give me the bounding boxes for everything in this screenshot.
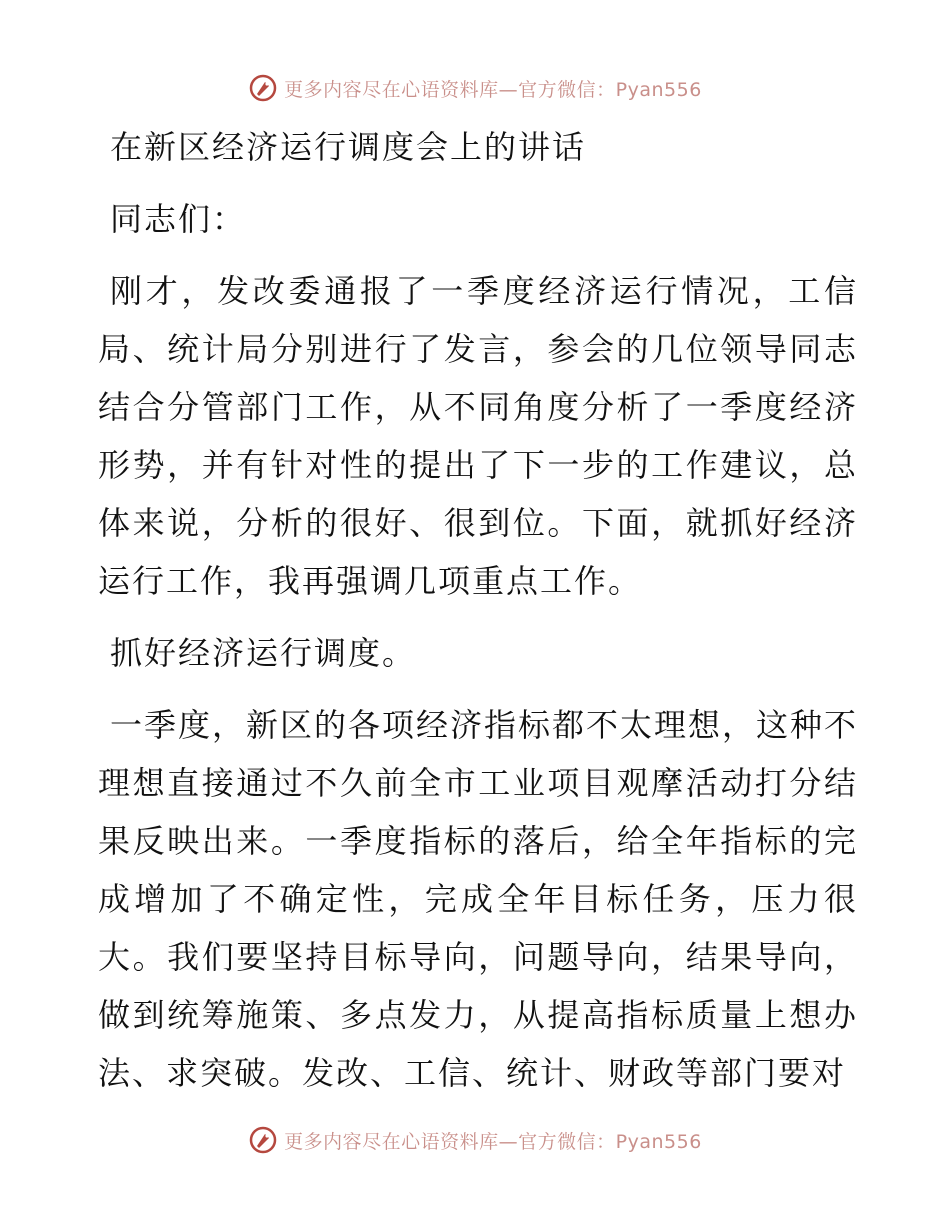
footer-banner <box>0 1120 950 1160</box>
salutation: 同志们： <box>110 200 247 238</box>
paragraph: 抓好经济运行调度。 <box>110 634 417 672</box>
header-banner <box>0 68 950 108</box>
pen-nib-circle-icon <box>248 1125 278 1155</box>
banner-text: 更多内容尽在心语资料库—官方微信：Pyan556 <box>284 1130 702 1153</box>
document-body <box>98 118 858 1116</box>
pen-nib-circle-icon <box>248 73 278 103</box>
paragraph: 刚才，发改委通报了一季度经济运行情况，工信局、统计局分别进行了发言，参会的几位领导同志结合分管部门工作，从不同角度分析了一季度经济形势，并有针对性的提出了下一步的工作建议，总体来说，分析的很好、很到位。下面，就抓好经济运行工作，我再强调几项重点工作。 <box>98 272 858 600</box>
document-title: 在新区经济运行调度会上的讲话 <box>110 128 587 166</box>
banner-text: 更多内容尽在心语资料库—官方微信：Pyan556 <box>284 78 702 101</box>
paragraph: 一季度，新区的各项经济指标都不太理想，这种不理想直接通过不久前全市工业项目观摩活动打分结果反映出来。一季度指标的落后，给全年指标的完成增加了不确定性，完成全年目标任务，压力很大。我们要坚持目标导向，问题导向，结果导向，做到统筹施策、多点发力，从提高指标质量上想办法、求突破。发改、工信、统计、财政等部门要对 <box>98 706 859 1092</box>
